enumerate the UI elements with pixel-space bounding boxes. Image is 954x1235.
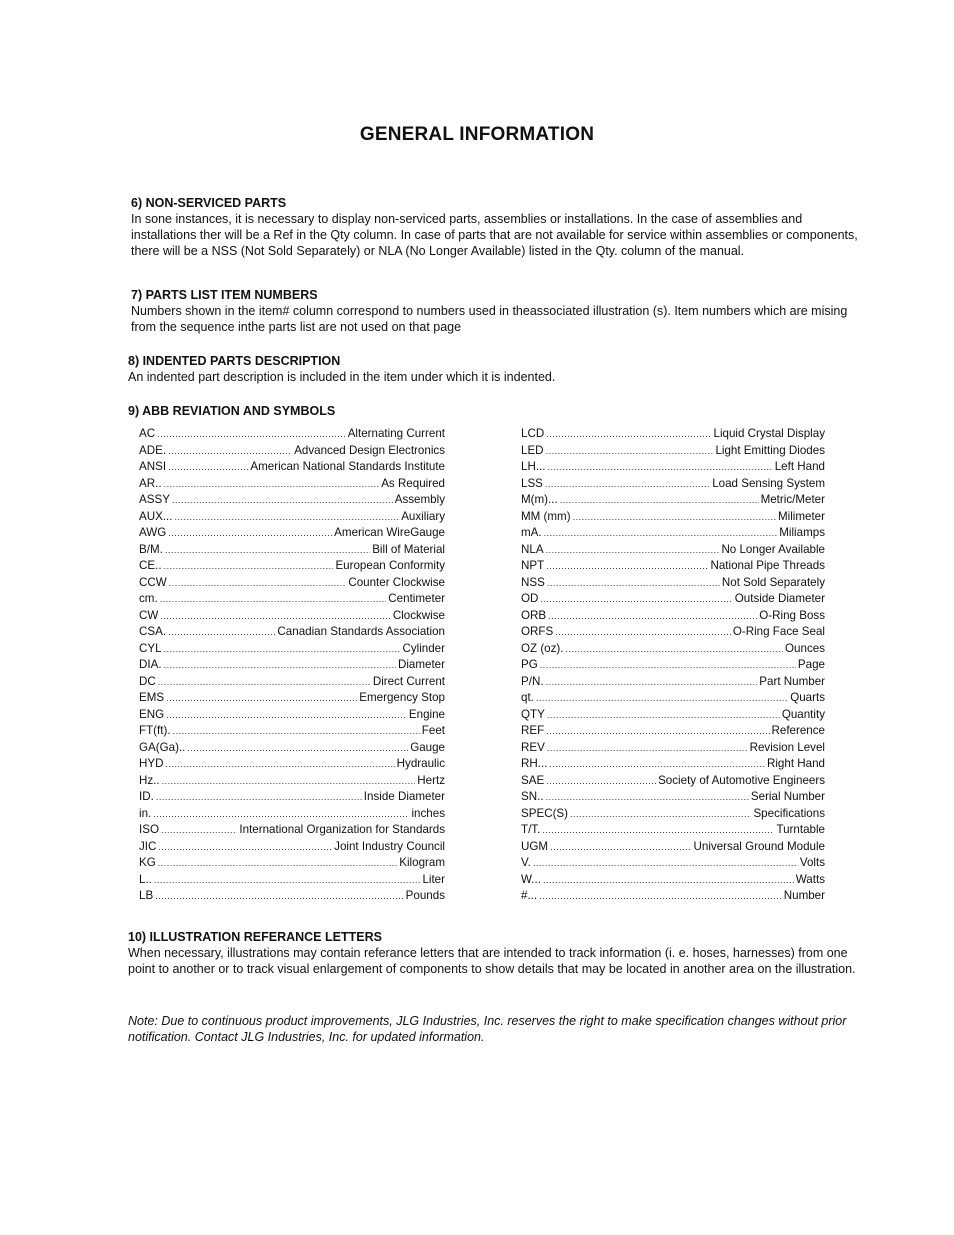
abbreviation-meaning: Assembly: [394, 493, 445, 506]
abbreviation-row: [139, 723, 445, 740]
abbreviation-row: [521, 575, 825, 592]
abbreviation-row: [521, 740, 825, 757]
abbreviation-meaning: Metric/Meter: [760, 493, 825, 506]
section-body: Numbers shown in the item# column correspond to numbers used in theassociated illustration (s). Item numbers which are mising from the sequence inthe parts list are not used on that page: [131, 304, 848, 334]
abbreviation-row: [521, 443, 825, 460]
abbreviation-term: AUX...: [139, 509, 173, 523]
abbreviation-term: HYD: [139, 757, 164, 770]
abbreviation-row: [139, 608, 445, 625]
leader-dots: [155, 888, 403, 905]
abbreviation-term: V.: [521, 856, 531, 869]
abbreviation-row: [139, 624, 445, 641]
abbreviation-term: ID.: [139, 790, 154, 803]
leader-dots: [158, 674, 371, 691]
abbreviation-row: [139, 509, 445, 526]
leader-dots: [547, 740, 748, 757]
leader-dots: [539, 888, 782, 905]
leader-dots: [164, 558, 334, 575]
abbreviation-meaning: Hertz: [417, 773, 445, 787]
section-parts-list-item-numbers: [131, 288, 861, 335]
abbreviation-row: [521, 509, 825, 526]
abbreviation-row: [521, 723, 825, 740]
abbreviation-meaning: Liquid Crystal Display: [713, 427, 825, 440]
leader-dots: [548, 608, 757, 625]
abbreviation-row: [139, 789, 445, 806]
abbreviation-row: [139, 872, 445, 889]
leader-dots: [544, 525, 778, 542]
leader-dots: [546, 789, 749, 806]
abbreviation-row: [521, 525, 825, 542]
leader-dots: [573, 509, 776, 526]
abbreviation-row: [521, 476, 825, 493]
section-body: When necessary, illustrations may contain referance letters that are intended to track information (i. e. hoses, harnesses) from one point to another or to track visual enlargement of components to show details that may be located in another area on the illustration.: [128, 946, 856, 976]
abbreviation-meaning: Emergency Stop: [359, 691, 445, 704]
abbreviation-list-left: [139, 426, 445, 905]
leader-dots: [166, 707, 407, 724]
abbreviation-term: JIC: [139, 839, 157, 853]
abbreviation-meaning: Clockwise: [392, 608, 445, 622]
leader-dots: [168, 525, 332, 542]
abbreviation-row: [521, 690, 825, 707]
leader-dots: [168, 459, 248, 476]
abbreviation-meaning: inches: [411, 806, 445, 820]
abbreviation-meaning: Turntable: [776, 823, 825, 836]
abbreviation-meaning: Gauge: [410, 740, 445, 754]
abbreviation-term: L..: [139, 872, 152, 886]
leader-dots: [158, 855, 397, 872]
abbreviation-term: B/M.: [139, 542, 163, 556]
abbreviation-row: [139, 674, 445, 691]
abbreviation-meaning: Outside Diameter: [734, 592, 825, 605]
abbreviation-term: DIA.: [139, 658, 162, 671]
abbreviation-meaning: Revision Level: [749, 740, 825, 754]
abbreviation-meaning: Number: [783, 889, 825, 902]
abbreviation-term: ORFS: [521, 625, 554, 638]
abbreviation-meaning: American WireGauge: [334, 526, 445, 539]
abbreviation-term: qt.: [521, 691, 534, 704]
abbreviation-row: [139, 822, 445, 839]
abbreviation-row: [521, 608, 825, 625]
abbreviation-term: SAE: [521, 773, 545, 787]
abbreviation-term: NLA: [521, 542, 544, 556]
leader-dots: [175, 509, 400, 526]
abbreviation-row: [521, 773, 825, 790]
abbreviation-meaning: Light Emitting Diodes: [715, 443, 825, 457]
leader-dots: [160, 591, 387, 608]
abbreviation-meaning: Kilogram: [399, 856, 445, 869]
abbreviation-meaning: European Conformity: [335, 559, 445, 572]
abbreviation-row: [521, 674, 825, 691]
abbreviation-row: [521, 657, 825, 674]
abbreviation-row: [139, 756, 445, 773]
leader-dots: [169, 575, 347, 592]
abbreviation-meaning: Pounds: [405, 889, 445, 902]
abbreviation-term: GA(Ga)..: [139, 740, 186, 754]
section-indented-parts-description: [128, 354, 858, 385]
abbreviation-meaning: As Required: [381, 476, 445, 490]
leader-dots: [168, 443, 292, 460]
abbreviation-meaning: Engine: [408, 707, 445, 721]
section-heading: 10) ILLUSTRATION REFERANCE LETTERS: [128, 930, 382, 944]
abbreviation-row: [521, 707, 825, 724]
abbreviation-row: [139, 459, 445, 476]
abbreviation-meaning: Cylinder: [402, 641, 445, 655]
abbreviation-row: [521, 492, 825, 509]
abbreviation-row: [139, 525, 445, 542]
abbreviation-term: SN..: [521, 790, 544, 803]
abbreviation-meaning: Direct Current: [372, 674, 445, 688]
abbreviation-term: LSS: [521, 476, 543, 490]
abbreviation-meaning: Advanced Design Electronics: [294, 443, 445, 457]
abbreviation-meaning: Not Sold Separately: [721, 575, 825, 589]
section-abbreviations: [128, 404, 858, 419]
leader-dots: [555, 624, 731, 641]
abbreviation-term: LH...: [521, 460, 546, 473]
abbreviation-row: [139, 558, 445, 575]
abbreviation-meaning: International Organization for Standards: [239, 823, 445, 836]
abbreviation-row: [139, 707, 445, 724]
leader-dots: [172, 492, 393, 509]
abbreviation-term: CW: [139, 608, 159, 622]
abbreviation-row: [521, 872, 825, 889]
leader-dots: [164, 476, 380, 493]
abbreviation-meaning: Auxiliary: [401, 509, 445, 523]
abbreviation-meaning: Joint Industry Council: [334, 839, 445, 853]
abbreviation-term: QTY: [521, 707, 545, 721]
leader-dots: [546, 542, 720, 559]
abbreviation-meaning: Ounces: [785, 641, 825, 655]
leader-dots: [168, 624, 275, 641]
abbreviation-row: [521, 542, 825, 559]
abbreviation-meaning: American National Standards Institute: [250, 460, 445, 473]
abbreviation-term: REV: [521, 740, 545, 754]
abbreviation-meaning: Inside Diameter: [363, 790, 445, 803]
abbreviation-row: [521, 756, 825, 773]
abbreviation-term: ASSY: [139, 493, 170, 506]
abbreviation-row: [139, 591, 445, 608]
section-body: In sone instances, it is necessary to display non-serviced parts, assemblies or installations. In the case of assemblies and installations ther will be a Ref in the Qty column. In case of parts that are not available for service within assemblies or components, there will be a NSS (Not Sold Separately) or NLA (No Longer Available) listed in the Qty. column of the manual.: [131, 212, 858, 258]
abbreviation-meaning: Bill of Material: [372, 542, 445, 556]
abbreviation-term: Hz..: [139, 773, 160, 787]
abbreviation-row: [139, 443, 445, 460]
leader-dots: [165, 542, 370, 559]
abbreviation-term: NPT: [521, 559, 545, 572]
abbreviation-term: T/T.: [521, 823, 541, 836]
abbreviation-meaning: Quantity: [781, 707, 825, 721]
leader-dots: [187, 740, 408, 757]
leader-dots: [545, 476, 710, 493]
leader-dots: [160, 608, 390, 625]
abbreviation-list-right: [521, 426, 825, 905]
abbreviation-term: W...: [521, 872, 541, 886]
abbreviation-term: CE..: [139, 559, 162, 572]
leader-dots: [161, 822, 237, 839]
leader-dots: [546, 723, 769, 740]
abbreviation-term: in.: [139, 806, 152, 820]
abbreviation-row: [139, 855, 445, 872]
abbreviation-term: NSS: [521, 575, 545, 589]
leader-dots: [162, 773, 416, 790]
abbreviation-meaning: Volts: [799, 856, 825, 869]
abbreviation-meaning: Centimeter: [388, 592, 445, 605]
leader-dots: [540, 591, 732, 608]
abbreviation-meaning: O-Ring Boss: [759, 608, 825, 622]
leader-dots: [546, 773, 656, 790]
abbreviation-meaning: Left Hand: [774, 460, 825, 473]
abbreviation-meaning: Canadian Standards Association: [277, 625, 445, 638]
abbreviation-meaning: Miliamps: [779, 526, 825, 539]
abbreviation-meaning: Universal Ground Module: [693, 839, 825, 853]
leader-dots: [173, 723, 420, 740]
leader-dots: [533, 855, 798, 872]
abbreviation-term: RH...: [521, 757, 548, 770]
leader-dots: [542, 822, 774, 839]
section-heading: 8) INDENTED PARTS DESCRIPTION: [128, 354, 341, 368]
abbreviation-row: [139, 476, 445, 493]
abbreviation-term: cm.: [139, 592, 158, 605]
abbreviation-row: [521, 888, 825, 905]
abbreviation-meaning: Milimeter: [777, 509, 825, 523]
leader-dots: [566, 641, 784, 658]
abbreviation-row: [521, 591, 825, 608]
abbreviation-meaning: O-Ring Face Seal: [732, 625, 825, 638]
abbreviation-term: UGM: [521, 839, 549, 853]
abbreviation-row: [139, 492, 445, 509]
abbreviation-term: CCW: [139, 575, 167, 589]
abbreviation-term: MM (mm): [521, 509, 571, 523]
abbreviation-meaning: Right Hand: [766, 757, 825, 770]
abbreviation-meaning: Part Number: [759, 674, 825, 688]
leader-dots: [550, 839, 691, 856]
abbreviation-meaning: Alternating Current: [347, 427, 445, 440]
leader-dots: [158, 839, 332, 856]
leader-dots: [546, 426, 711, 443]
leader-dots: [560, 492, 759, 509]
abbreviation-meaning: Hydraulic: [396, 757, 445, 770]
leader-dots: [164, 657, 396, 674]
abbreviation-term: CYL: [139, 641, 162, 655]
leader-dots: [547, 707, 780, 724]
abbreviation-term: FT(ft).: [139, 724, 171, 737]
leader-dots: [570, 806, 751, 823]
leader-dots: [547, 575, 720, 592]
leader-dots: [546, 443, 714, 460]
abbreviation-row: [139, 773, 445, 790]
abbreviation-term: PG: [521, 658, 538, 671]
leader-dots: [154, 872, 421, 889]
page-title: GENERAL INFORMATION: [359, 124, 595, 145]
abbreviation-meaning: Feet: [421, 724, 445, 737]
abbreviation-row: [521, 839, 825, 856]
abbreviation-term: OZ (oz).: [521, 641, 564, 655]
abbreviation-term: LB: [139, 889, 154, 902]
abbreviation-term: LED: [521, 443, 544, 457]
abbreviation-row: [521, 855, 825, 872]
abbreviation-meaning: Counter Clockwise: [348, 575, 445, 589]
leader-dots: [549, 756, 765, 773]
leader-dots: [164, 641, 401, 658]
leader-dots: [547, 459, 772, 476]
leader-dots: [157, 426, 346, 443]
abbreviation-term: P/N.: [521, 674, 544, 688]
abbreviation-term: OD: [521, 592, 539, 605]
abbreviation-row: [521, 426, 825, 443]
leader-dots: [546, 674, 758, 691]
abbreviation-row: [139, 740, 445, 757]
abbreviation-row: [139, 641, 445, 658]
abbreviation-row: [139, 806, 445, 823]
abbreviation-term: CSA.: [139, 625, 167, 638]
section-illustration-reference-letters: [128, 930, 858, 977]
leader-dots: [540, 657, 796, 674]
abbreviation-meaning: Society of Automotive Engineers: [658, 773, 825, 787]
abbreviation-row: [521, 822, 825, 839]
abbreviation-term: ISO: [139, 823, 159, 836]
abbreviation-meaning: Load Sensing System: [712, 476, 825, 490]
leader-dots: [543, 872, 794, 889]
abbreviation-meaning: Page: [797, 658, 825, 671]
abbreviation-term: ORB: [521, 608, 547, 622]
abbreviation-row: [139, 888, 445, 905]
abbreviation-meaning: Diameter: [397, 658, 445, 671]
section-heading: 6) NON-SERVICED PARTS: [131, 196, 287, 210]
abbreviation-meaning: Liter: [422, 872, 445, 886]
abbreviation-meaning: Serial Number: [750, 790, 825, 803]
section-heading: 9) ABB REVIATION AND SYMBOLS: [128, 404, 336, 418]
abbreviation-meaning: Quarts: [790, 691, 825, 704]
leader-dots: [166, 690, 357, 707]
abbreviation-row: [521, 624, 825, 641]
section-non-serviced-parts: [131, 196, 861, 259]
abbreviation-term: KG: [139, 856, 156, 869]
abbreviation-term: mA.: [521, 526, 542, 539]
abbreviation-row: [521, 558, 825, 575]
abbreviation-term: REF: [521, 724, 545, 737]
abbreviation-term: EMS: [139, 691, 165, 704]
abbreviation-meaning: Specifications: [753, 806, 825, 820]
abbreviation-term: #...: [521, 889, 538, 902]
abbreviation-row: [139, 690, 445, 707]
abbreviation-row: [521, 789, 825, 806]
abbreviation-term: M(m)...: [521, 493, 558, 506]
abbreviation-row: [139, 426, 445, 443]
abbreviation-meaning: Watts: [795, 872, 825, 886]
section-body: An indented part description is included in the item under which it is indented.: [128, 370, 556, 384]
footer-note: Note: Due to continuous product improvements, JLG Industries, Inc. reserves the right to make specification changes without prior notification. Contact JLG Industries, Inc. for updated information.: [128, 1014, 847, 1044]
leader-dots: [165, 756, 394, 773]
abbreviation-row: [139, 839, 445, 856]
abbreviation-meaning: National Pipe Threads: [710, 559, 825, 572]
abbreviation-term: DC: [139, 674, 156, 688]
abbreviation-term: AR..: [139, 476, 162, 490]
abbreviation-meaning: No Longer Available: [721, 542, 825, 556]
leader-dots: [546, 558, 708, 575]
leader-dots: [536, 690, 788, 707]
leader-dots: [156, 789, 362, 806]
section-heading: 7) PARTS LIST ITEM NUMBERS: [131, 288, 318, 302]
abbreviation-term: AWG: [139, 526, 167, 539]
abbreviation-row: [139, 657, 445, 674]
leader-dots: [153, 806, 409, 823]
abbreviation-term: SPEC(S): [521, 806, 569, 820]
abbreviation-row: [521, 641, 825, 658]
abbreviation-term: ENG: [139, 707, 165, 721]
abbreviation-row: [139, 575, 445, 592]
abbreviation-meaning: Reference: [771, 724, 825, 737]
abbreviation-row: [521, 806, 825, 823]
abbreviation-term: ADE.: [139, 443, 167, 457]
abbreviation-row: [139, 542, 445, 559]
abbreviation-term: ANSI: [139, 460, 167, 473]
abbreviation-term: AC: [139, 427, 156, 440]
abbreviation-row: [521, 459, 825, 476]
abbreviation-term: LCD: [521, 427, 545, 440]
